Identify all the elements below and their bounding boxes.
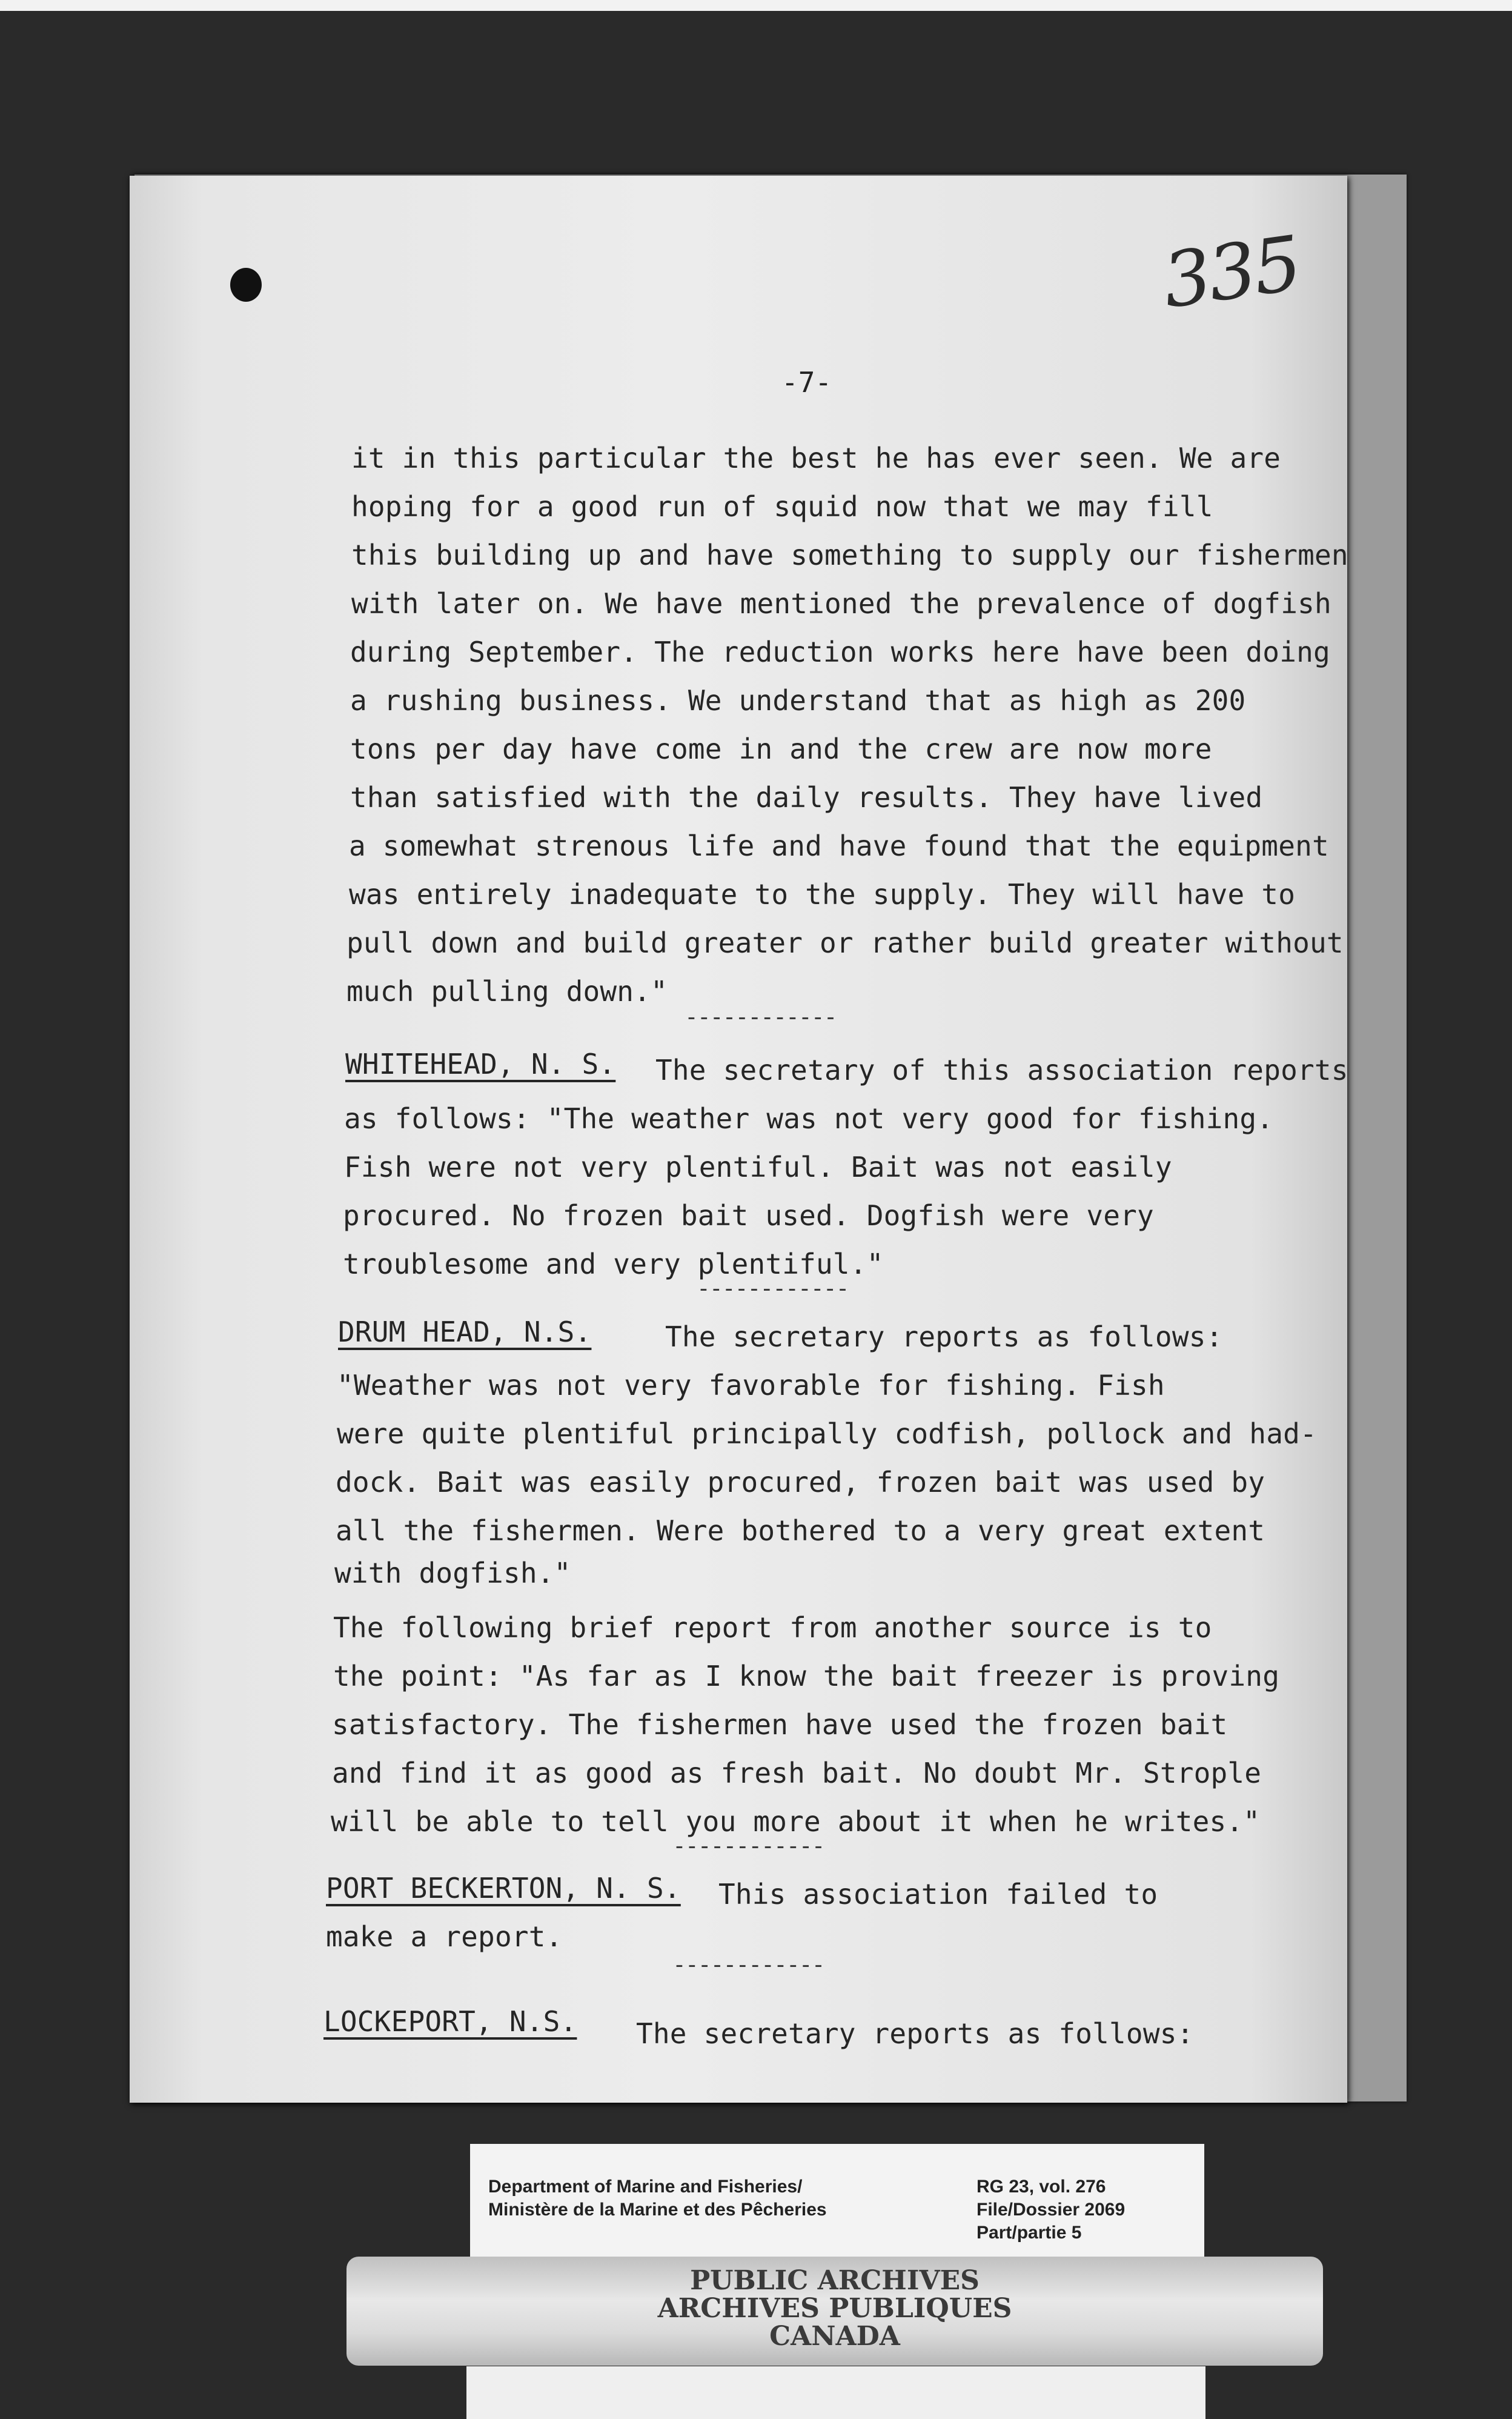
- text-line: all the fishermen. Were bothered to a very great extent: [336, 1514, 1265, 1547]
- text-line: were quite plentiful principally codfish, pollock and had-: [337, 1417, 1317, 1450]
- text-line: will be able to tell you more about it when he writes.": [331, 1805, 1261, 1838]
- text-line: was entirely inadequate to the supply. They will have to: [349, 878, 1296, 911]
- text-line: procured. No frozen bait used. Dogfish were very: [343, 1199, 1154, 1232]
- text-line: a rushing business. We understand that as high as 200: [350, 684, 1246, 717]
- text-line: during September. The reduction works here have been doing: [350, 636, 1330, 668]
- text-line: tons per day have come in and the crew are now more: [350, 733, 1212, 765]
- text-line: and find it as good as fresh bait. No doubt Mr. Strople: [332, 1757, 1262, 1789]
- scan-border-bottom: [466, 2366, 1205, 2419]
- text-line: The secretary reports as follows:: [636, 2017, 1194, 2050]
- text-line: troublesome and very plentiful.": [343, 1248, 884, 1280]
- page-number: -7-: [781, 366, 832, 399]
- archive-department: Department of Marine and Fisheries/ Ministère de la Marine et des Pêcheries: [488, 2177, 827, 2220]
- section-separator: ------------: [672, 1832, 824, 1859]
- section-separator: ------------: [685, 1003, 837, 1030]
- text-line: pull down and build greater or rather build greater without: [346, 927, 1344, 959]
- text-line: as follows: "The weather was not very good for fishing.: [344, 1102, 1274, 1135]
- text-line: it in this particular the best he has ever seen. We are: [351, 442, 1281, 474]
- section-separator: ------------: [697, 1275, 849, 1302]
- section-heading-lockeport: LOCKEPORT, N.S.: [323, 2005, 577, 2038]
- text-line: The following brief report from another source is to: [333, 1611, 1212, 1644]
- text-line: this building up and have something to supply our fishermen: [351, 539, 1348, 571]
- text-line: "Weather was not very favorable for fishing. Fish: [337, 1369, 1165, 1402]
- text-line: satisfactory. The fishermen have used the frozen bait: [332, 1708, 1228, 1741]
- section-separator: ------------: [672, 1951, 824, 1978]
- section-heading-port-beckerton: PORT BECKERTON, N. S.: [326, 1872, 681, 1905]
- text-line: This association failed to: [718, 1878, 1158, 1911]
- text-line: make a report.: [326, 1920, 563, 1953]
- text-line: with later on. We have mentioned the prevalence of dogfish: [351, 587, 1331, 620]
- text-line: dock. Bait was easily procured, frozen bait was used by: [336, 1466, 1265, 1499]
- text-line: than satisfied with the daily results. They have lived: [350, 781, 1263, 814]
- section-heading-drum-head: DRUM HEAD, N.S.: [338, 1316, 592, 1348]
- section-heading-whitehead: WHITEHEAD, N. S.: [345, 1048, 616, 1080]
- archive-reference-numbers: RG 23, vol. 276 File/Dossier 2069 Part/partie 5: [976, 2177, 1126, 2243]
- text-line: The secretary of this association reports: [655, 1054, 1348, 1086]
- text-line: The secretary reports as follows:: [665, 1320, 1223, 1353]
- folio-number: 335: [1158, 220, 1305, 325]
- text-line: the point: "As far as I know the bait freezer is proving: [333, 1660, 1280, 1692]
- text-line: a somewhat strenous life and have found that the equipment: [349, 830, 1329, 862]
- public-archives-stamp: PUBLIC ARCHIVES ARCHIVES PUBLIQUES CANADA: [346, 2257, 1323, 2366]
- punch-hole: [230, 268, 262, 302]
- text-line: much pulling down.": [346, 975, 668, 1008]
- archive-reference-label: [470, 2144, 1204, 2257]
- scan-border-top: [0, 0, 1512, 11]
- text-line: with dogfish.": [334, 1557, 571, 1589]
- text-line: Fish were not very plentiful. Bait was not easily: [344, 1151, 1172, 1183]
- text-line: hoping for a good run of squid now that we may fill: [351, 490, 1213, 523]
